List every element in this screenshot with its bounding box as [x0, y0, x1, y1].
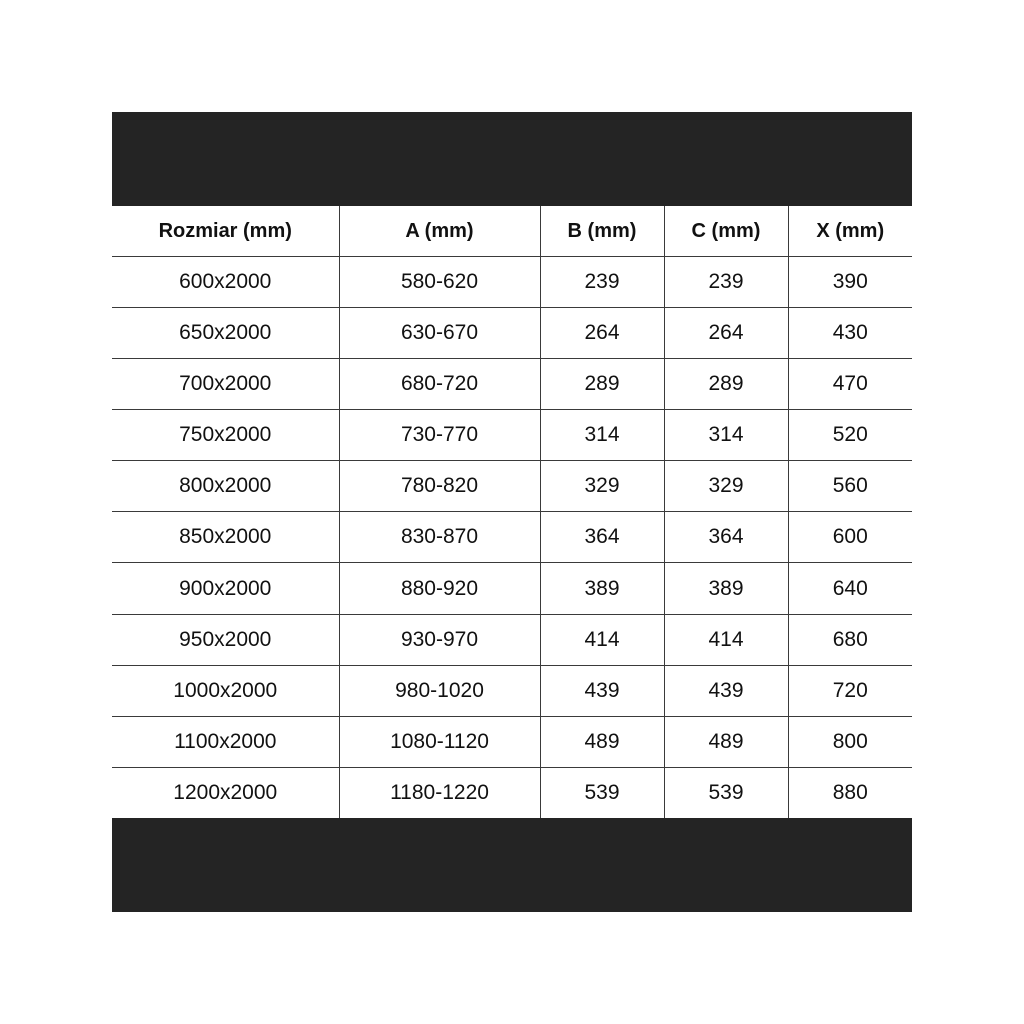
cell-c: 439: [664, 665, 788, 716]
cell-b: 414: [540, 614, 664, 665]
cell-x: 640: [788, 563, 912, 614]
cell-size: 1100x2000: [112, 716, 339, 767]
cell-size: 750x2000: [112, 410, 339, 461]
cell-a: 780-820: [339, 461, 540, 512]
table-row: [112, 665, 912, 716]
cell-size: 1000x2000: [112, 665, 339, 716]
cell-a: 730-770: [339, 410, 540, 461]
cell-b: 264: [540, 308, 664, 359]
header-size: Rozmiar (mm): [112, 206, 339, 257]
cell-x: 390: [788, 257, 912, 308]
header-c: C (mm): [664, 206, 788, 257]
cell-x: 680: [788, 614, 912, 665]
size-table-frame: [112, 112, 912, 912]
cell-b: 314: [540, 410, 664, 461]
table-row: [112, 410, 912, 461]
table-header-row: [112, 206, 912, 257]
cell-c: 489: [664, 716, 788, 767]
cell-a: 1180-1220: [339, 767, 540, 818]
top-dark-band: [112, 112, 912, 206]
cell-b: 329: [540, 461, 664, 512]
table-row: [112, 614, 912, 665]
cell-size: 950x2000: [112, 614, 339, 665]
table-row: [112, 512, 912, 563]
cell-c: 539: [664, 767, 788, 818]
cell-b: 364: [540, 512, 664, 563]
table-row: [112, 767, 912, 818]
cell-c: 329: [664, 461, 788, 512]
cell-x: 600: [788, 512, 912, 563]
size-table: [112, 206, 912, 818]
cell-c: 289: [664, 359, 788, 410]
table-body: [112, 257, 912, 819]
cell-size: 800x2000: [112, 461, 339, 512]
cell-a: 930-970: [339, 614, 540, 665]
cell-x: 470: [788, 359, 912, 410]
cell-x: 430: [788, 308, 912, 359]
cell-b: 239: [540, 257, 664, 308]
cell-size: 850x2000: [112, 512, 339, 563]
cell-size: 700x2000: [112, 359, 339, 410]
header-x: X (mm): [788, 206, 912, 257]
bottom-dark-band: [112, 818, 912, 912]
table-row: [112, 716, 912, 767]
table-row: [112, 461, 912, 512]
cell-size: 900x2000: [112, 563, 339, 614]
cell-b: 489: [540, 716, 664, 767]
cell-a: 980-1020: [339, 665, 540, 716]
cell-a: 1080-1120: [339, 716, 540, 767]
table-row: [112, 257, 912, 308]
cell-c: 239: [664, 257, 788, 308]
cell-size: 650x2000: [112, 308, 339, 359]
cell-b: 389: [540, 563, 664, 614]
table-row: [112, 563, 912, 614]
cell-c: 414: [664, 614, 788, 665]
cell-b: 439: [540, 665, 664, 716]
cell-size: 600x2000: [112, 257, 339, 308]
cell-x: 560: [788, 461, 912, 512]
cell-b: 289: [540, 359, 664, 410]
header-a: A (mm): [339, 206, 540, 257]
table-row: [112, 359, 912, 410]
cell-c: 314: [664, 410, 788, 461]
cell-b: 539: [540, 767, 664, 818]
cell-a: 680-720: [339, 359, 540, 410]
cell-a: 580-620: [339, 257, 540, 308]
cell-x: 800: [788, 716, 912, 767]
cell-x: 880: [788, 767, 912, 818]
cell-a: 830-870: [339, 512, 540, 563]
table-row: [112, 308, 912, 359]
cell-a: 630-670: [339, 308, 540, 359]
cell-a: 880-920: [339, 563, 540, 614]
cell-c: 364: [664, 512, 788, 563]
cell-x: 520: [788, 410, 912, 461]
cell-c: 389: [664, 563, 788, 614]
cell-size: 1200x2000: [112, 767, 339, 818]
cell-c: 264: [664, 308, 788, 359]
cell-x: 720: [788, 665, 912, 716]
header-b: B (mm): [540, 206, 664, 257]
